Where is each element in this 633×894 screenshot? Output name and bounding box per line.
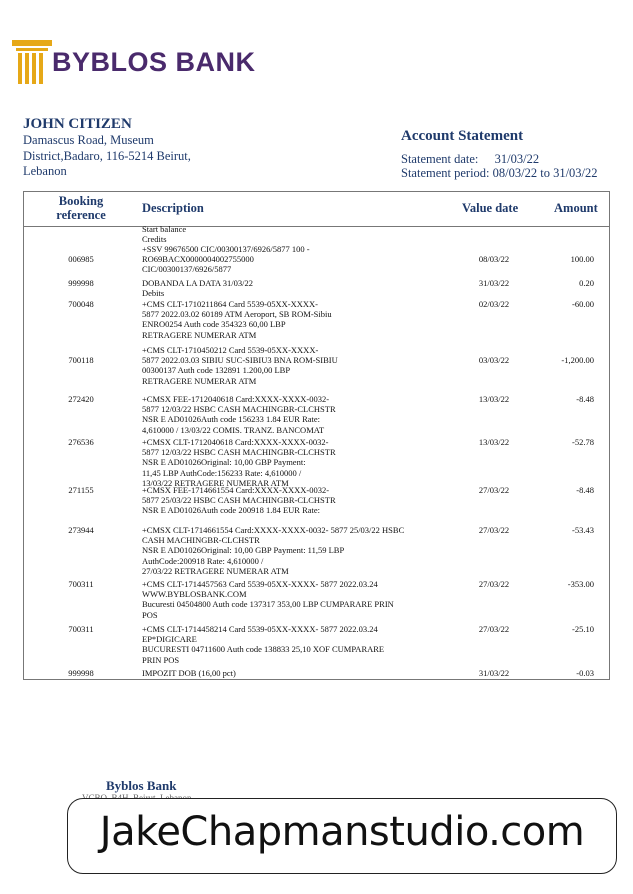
transactions-table <box>23 191 610 680</box>
row-amount: -8.48 <box>576 394 594 404</box>
row-description-line: RETRAGERE NUMERAR ATM <box>142 329 257 340</box>
row-booking-reference: 272420 <box>68 394 94 404</box>
header-value-date: Value date <box>462 201 519 215</box>
statement-date-label: Statement date: <box>401 152 479 166</box>
row-description-line: Credits <box>142 234 167 245</box>
statement-period <box>401 166 598 181</box>
watermark-box <box>67 798 617 874</box>
row-booking-reference: 700118 <box>68 355 94 366</box>
customer-name: JOHN CITIZEN <box>23 116 132 132</box>
row-value-date: 08/03/22 <box>478 254 510 265</box>
statement-date <box>401 152 539 167</box>
row-description-line: 5877 25/03/22 HSBC CASH MACHINGBR-CLCHSTR <box>142 495 336 506</box>
row-description-line: 27/03/22 RETRAGERE NUMERAR ATM <box>142 565 289 576</box>
row-value-date: 27/03/22 <box>478 525 510 535</box>
row-description-line: +CMSX CLT-1712040618 Card:XXXX-XXXX-0032- <box>142 437 329 447</box>
row-description-line: NSR E AD01026Auth code 200918 1.84 EUR Rate: <box>142 505 321 516</box>
table-header <box>24 192 609 227</box>
row-description-line: +CMS CLT-1714457563 Card 5539-05XX-XXXX- 5877 2022.03.24 <box>142 579 378 589</box>
statement-period-value: 08/03/22 to 31/03/22 <box>492 166 598 180</box>
row-description-line: NSR E AD01026Auth code 156233 1.84 EUR Rate: <box>142 414 321 425</box>
header-amount: Amount <box>554 201 598 215</box>
row-description-line: +SSV 99676500 CIC/00300137/6926/5877 100 - <box>142 244 310 254</box>
row-description-line: +CMS CLT-1710450212 Card 5539-05XX-XXXX- <box>142 345 319 355</box>
row-amount: -25.10 <box>572 624 594 634</box>
row-description-line: RO69BACX0000004002755000 <box>142 254 254 265</box>
row-value-date: 03/03/22 <box>478 355 510 366</box>
row-description-line: POS <box>142 609 158 620</box>
address-line: District,Badaro, 116-5214 Beirut, <box>23 148 191 163</box>
row-booking-reference: 700311 <box>68 579 94 589</box>
row-description-line: CIC/00300137/6926/5877 <box>142 264 232 275</box>
row-value-date: 27/03/22 <box>478 624 510 634</box>
row-description-line: IMPOZIT DOB (16,00 pct) <box>142 668 236 678</box>
row-description-line: Bucuresti 04504800 Auth code 137317 353,00 LBP CUMPARARE PRIN <box>142 599 394 610</box>
pillar-logo-icon <box>12 40 52 86</box>
row-description-line: +CMSX FEE-1712040618 Card:XXXX-XXXX-0032- <box>142 394 330 404</box>
row-description-line: RETRAGERE NUMERAR ATM <box>142 375 257 386</box>
row-description-line: NSR E AD01026Original: 10,00 GBP Payment: 11,59 LBP <box>142 545 345 556</box>
row-description-line: Debits <box>142 288 165 299</box>
row-value-date: 02/03/22 <box>478 299 510 309</box>
row-booking-reference: 999998 <box>68 278 94 288</box>
row-amount: -60.00 <box>572 299 594 309</box>
row-amount: -0.03 <box>576 668 594 678</box>
row-booking-reference: 999998 <box>68 668 94 678</box>
row-description-line: NSR E AD01026Original: 10,00 GBP Payment: <box>142 457 306 468</box>
row-booking-reference: 271155 <box>68 485 94 495</box>
row-description-line: +CMSX FEE-1714661554 Card:XXXX-XXXX-0032- <box>142 485 330 495</box>
header-booking-reference: Booking reference <box>56 194 106 222</box>
row-description-line: CASH MACHINGBR-CLCHSTR <box>142 535 260 546</box>
row-description-line: PRIN POS <box>142 654 180 665</box>
address-line: Damascus Road, Museum <box>23 133 154 147</box>
row-description-line: 4,610000 / 13/03/22 COMIS. TRANZ. BANCOMAT <box>142 424 325 435</box>
customer-address <box>23 133 191 180</box>
row-value-date: 13/03/22 <box>478 394 510 404</box>
row-description-line: 00300137 Auth code 132891 1.200,00 LBP <box>142 365 291 376</box>
row-booking-reference: 006985 <box>68 254 94 265</box>
row-description-line: WWW.BYBLOSBANK.COM <box>142 589 247 600</box>
row-description-line: +CMS CLT-1714458214 Card 5539-05XX-XXXX- 5877 2022.03.24 <box>142 624 378 634</box>
row-value-date: 27/03/22 <box>478 485 510 495</box>
row-value-date: 13/03/22 <box>478 437 510 447</box>
row-amount: -53.43 <box>572 525 594 535</box>
bank-name: BYBLOS BANK <box>52 47 256 77</box>
footer-bank-name: Byblos Bank <box>106 778 177 793</box>
row-booking-reference: 700311 <box>68 624 94 634</box>
row-amount: 100.00 <box>570 254 594 265</box>
statement-date-value: 31/03/22 <box>494 152 540 166</box>
row-description-line: DOBANDA LA DATA 31/03/22 <box>142 278 254 288</box>
row-amount: -353.00 <box>567 579 594 589</box>
header-description: Description <box>142 201 204 215</box>
row-booking-reference: 273944 <box>68 525 94 535</box>
row-amount: -52.78 <box>572 437 594 447</box>
row-description-line: 5877 12/03/22 HSBC CASH MACHINGBR-CLCHSTR <box>142 404 336 415</box>
row-description-line: 11,45 LBP AuthCode:156233 Rate: 4,610000 / <box>142 467 302 478</box>
row-description-line: 5877 12/03/22 HSBC CASH MACHINGBR-CLCHSTR <box>142 447 336 458</box>
statement-period-label: Statement period: <box>401 166 490 180</box>
row-description-line: BUCURESTI 04711600 Auth code 138833 25,10 XOF CUMPARARE <box>142 644 385 655</box>
row-value-date: 27/03/22 <box>478 579 510 589</box>
row-booking-reference: 276536 <box>68 437 94 447</box>
row-amount: -1,200.00 <box>561 355 594 366</box>
row-amount: -8.48 <box>576 485 594 495</box>
row-description-line: +CMS CLT-1710211864 Card 5539-05XX-XXXX- <box>142 299 318 309</box>
row-description-line: 13/03/22 RETRAGERE NUMERAR ATM <box>142 477 289 488</box>
row-value-date: 31/03/22 <box>478 668 510 678</box>
row-description-line: EP*DIGICARE <box>142 634 197 645</box>
row-description-line: ENRO0254 Auth code 354323 60,00 LBP <box>142 319 286 330</box>
row-booking-reference: 700048 <box>68 299 94 309</box>
row-description-line: +CMSX CLT-1714661554 Card:XXXX-XXXX-0032- 5877 25/03/22 HSBC <box>142 525 405 535</box>
row-description-line: 5877 2022.03.03 SIBIU SUC-SIBIU3 BNA ROM-SIBIU <box>142 355 338 366</box>
row-description-line: AuthCode:200918 Rate: 4,610000 / <box>142 555 264 566</box>
row-amount: 0.20 <box>579 278 594 288</box>
row-value-date: 31/03/22 <box>478 278 510 288</box>
statement-title: Account Statement <box>401 128 524 144</box>
address-line: Lebanon <box>23 164 67 178</box>
row-description-line: Start balance <box>142 224 187 234</box>
row-description-line: 5877 2022.03.02 60189 ATM Aeroport, SB ROM-Sibiu <box>142 309 332 320</box>
watermark-text: JakeChapmanstudio.com <box>99 809 585 855</box>
